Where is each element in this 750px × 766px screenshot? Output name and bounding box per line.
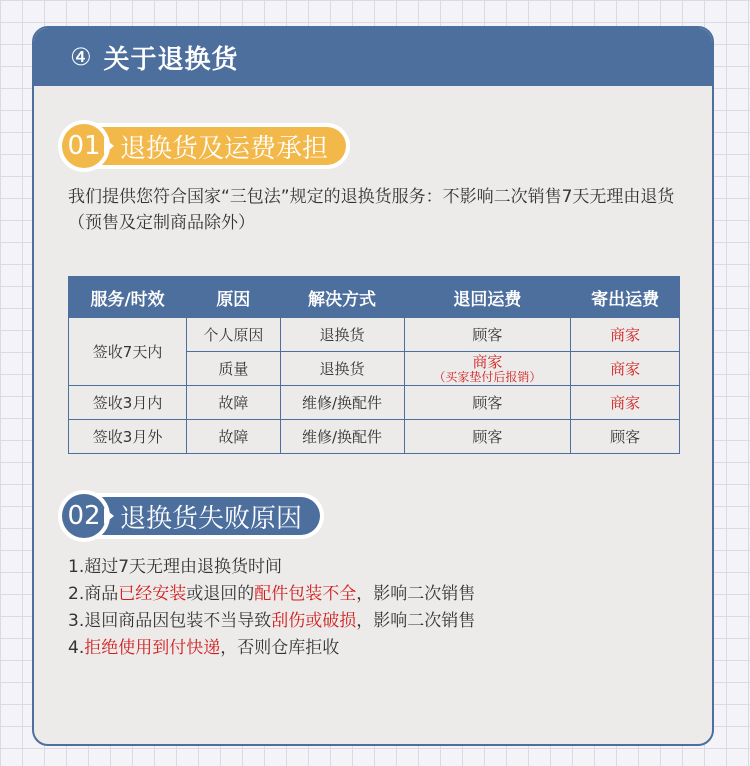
method-cell: 退换货 [280, 352, 404, 386]
section1-number: 01 [62, 124, 106, 168]
section1-title-bar [94, 123, 350, 169]
table-row [69, 318, 680, 352]
list-item-text: ，影响二次销售 [356, 611, 476, 631]
period-cell: 签收7天内 [69, 318, 187, 386]
list-item-text: 4. [68, 638, 85, 658]
return-fee-cell [404, 352, 571, 386]
header-title: 关于退换货 [103, 44, 239, 75]
return-fee-cell: 顾客 [404, 386, 571, 420]
table-row [69, 420, 680, 454]
list-item-text: 3.退回商品因包装不当导致 [68, 611, 272, 631]
arrow-right-icon [104, 138, 114, 154]
list-item [68, 581, 688, 608]
section1-badge [58, 120, 350, 172]
table-row [69, 386, 680, 420]
list-item-text: ，否则仓库拒收 [220, 638, 340, 658]
reason-cell: 故障 [187, 420, 280, 454]
method-cell: 维修/换配件 [280, 420, 404, 454]
reason-cell: 质量 [187, 352, 280, 386]
return-fee-cell: 顾客 [404, 318, 571, 352]
return-fee-note: （买家垫付后报销） [433, 369, 542, 384]
method-cell: 退换货 [280, 318, 404, 352]
list-item-highlight: 刮伤或破损 [271, 611, 357, 631]
section1-intro: 我们提供您符合国家“三包法”规定的退换货服务：不影响二次销售7天无理由退货（预售及定制商品除外） [68, 187, 675, 233]
section2-title: 退换货失败原因 [120, 503, 303, 534]
list-item-text: 1.超过7天无理由退换货时间 [68, 557, 283, 577]
section1-title: 退换货及运费承担 [120, 133, 329, 164]
section2-number-circle [58, 490, 110, 542]
reason-cell: 个人原因 [187, 318, 280, 352]
failure-reasons-list [68, 554, 688, 662]
section2-badge [58, 490, 324, 542]
list-item [68, 635, 688, 662]
header-number: ④ [70, 43, 92, 71]
table-header-cell: 服务/时效 [69, 277, 187, 318]
section1-number-circle [58, 120, 110, 172]
list-item-highlight: 拒绝使用到付快递 [84, 638, 221, 658]
period-cell: 签收3月内 [69, 386, 187, 420]
card-header [34, 28, 712, 86]
return-fee-value: 商家 [472, 352, 503, 371]
section2-title-bar [94, 493, 324, 539]
table-header-cell: 原因 [187, 277, 280, 318]
list-item [68, 554, 688, 581]
list-item-highlight: 已经安装 [118, 584, 187, 604]
period-cell: 签收3月外 [69, 420, 187, 454]
method-cell: 维修/换配件 [280, 386, 404, 420]
ship-fee-cell: 商家 [571, 318, 680, 352]
table-header-row [69, 277, 680, 318]
list-item-text: 或退回的 [186, 584, 255, 604]
list-item-text: ，影响二次销售 [356, 584, 476, 604]
reason-cell: 故障 [187, 386, 280, 420]
return-fee-table [68, 276, 680, 454]
ship-fee-cell: 顾客 [571, 420, 680, 454]
table-header-cell: 寄出运费 [571, 277, 680, 318]
list-item [68, 608, 688, 635]
list-item-text: 2.商品 [68, 584, 119, 604]
table-header-cell: 退回运费 [404, 277, 571, 318]
return-fee-cell: 顾客 [404, 420, 571, 454]
list-item-highlight: 配件包装不全 [254, 584, 357, 604]
ship-fee-cell: 商家 [571, 352, 680, 386]
return-policy-card [32, 26, 714, 746]
arrow-right-icon [104, 508, 114, 524]
ship-fee-cell: 商家 [571, 386, 680, 420]
table-header-cell: 解决方式 [280, 277, 404, 318]
section2-number: 02 [62, 494, 106, 538]
